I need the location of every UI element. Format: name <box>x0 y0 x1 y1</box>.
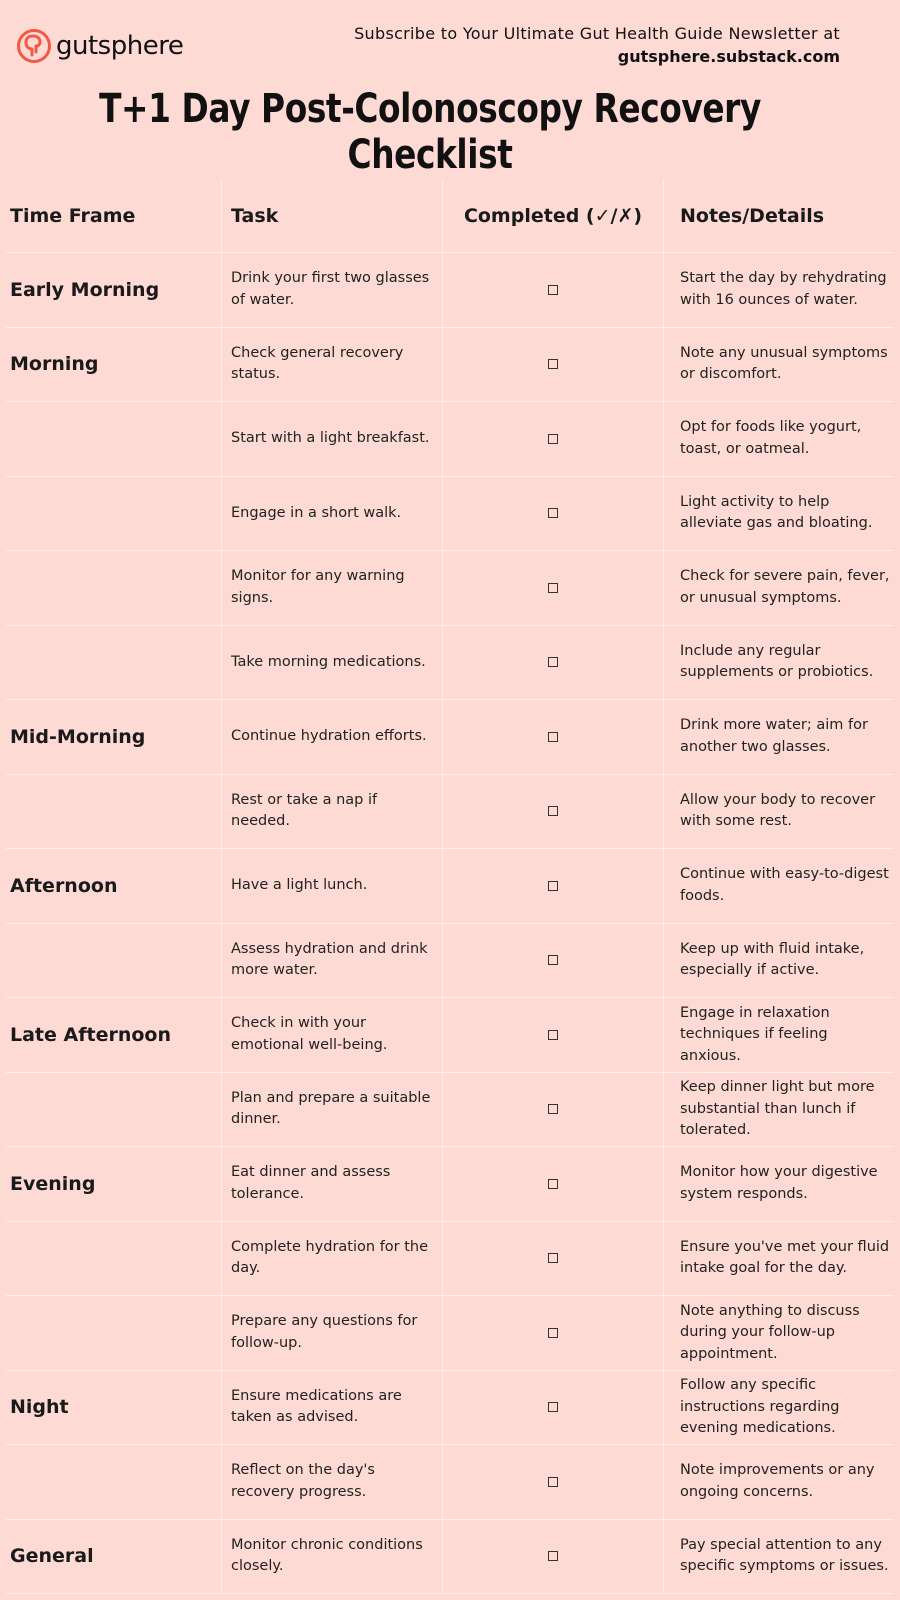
completed-checkbox[interactable] <box>548 657 558 667</box>
header-notes: Notes/Details <box>680 204 825 227</box>
time-frame-cell: Afternoon <box>6 849 222 923</box>
completed-cell <box>443 1520 664 1594</box>
time-frame-cell: Evening <box>6 1147 222 1221</box>
task-cell: Rest or take a nap if needed. <box>222 775 443 849</box>
notes-cell: Continue with easy-to-digest foods. <box>680 866 889 904</box>
table-row <box>6 1222 894 1297</box>
newsletter-link[interactable]: gutsphere.substack.com <box>617 47 840 66</box>
task-cell: Plan and prepare a suitable dinner. <box>222 1073 443 1147</box>
gutsphere-logo-icon <box>16 28 52 64</box>
completed-checkbox[interactable] <box>548 508 558 518</box>
brand-logo[interactable] <box>16 28 183 64</box>
time-frame-cell <box>6 1222 222 1296</box>
notes-cell: Monitor how your digestive system responds. <box>680 1164 878 1202</box>
notes-cell: Keep up with fluid intake, especially if active. <box>680 940 865 979</box>
table-row <box>6 1445 894 1520</box>
completed-checkbox[interactable] <box>548 881 558 891</box>
notes-cell: Include any regular supplements or probiotics. <box>680 642 874 681</box>
task-cell: Complete hydration for the day. <box>222 1222 443 1296</box>
table-row <box>6 1520 894 1595</box>
table-row <box>6 700 894 775</box>
table-row <box>6 328 894 403</box>
notes-cell: Follow any specific instructions regarding evening medications. <box>680 1377 840 1436</box>
notes-cell: Note any unusual symptoms or discomfort. <box>680 344 888 383</box>
completed-checkbox[interactable] <box>548 1030 558 1040</box>
notes-cell: Note anything to discuss during your follow-up appointment. <box>680 1302 860 1362</box>
task-cell: Ensure medications are taken as advised. <box>222 1371 443 1445</box>
task-cell: Assess hydration and drink more water. <box>222 924 443 998</box>
notes-cell: Pay special attention to any specific symptoms or issues. <box>680 1536 889 1575</box>
completed-cell <box>443 1445 664 1519</box>
page-title: T+1 Day Post-Colonoscopy Recovery Checklist <box>99 86 761 178</box>
table-row <box>6 1371 894 1446</box>
table-row <box>6 477 894 552</box>
task-cell: Prepare any questions for follow-up. <box>222 1296 443 1370</box>
completed-cell <box>443 849 664 923</box>
completed-checkbox[interactable] <box>548 732 558 742</box>
task-cell: Have a light lunch. <box>222 849 443 923</box>
time-frame-cell <box>6 551 222 625</box>
completed-checkbox[interactable] <box>548 285 558 295</box>
subscribe-text: Subscribe to Your Ultimate Gut Health Guide Newsletter at <box>354 24 840 43</box>
table-row <box>6 253 894 328</box>
completed-checkbox[interactable] <box>548 583 558 593</box>
completed-cell <box>443 924 664 998</box>
table-row <box>6 1073 894 1148</box>
time-frame-cell <box>6 402 222 476</box>
completed-checkbox[interactable] <box>548 806 558 816</box>
task-cell: Continue hydration efforts. <box>222 700 443 774</box>
task-cell: Take morning medications. <box>222 626 443 700</box>
checklist-table <box>6 179 894 1594</box>
time-frame-cell: Late Afternoon <box>6 998 222 1072</box>
completed-checkbox[interactable] <box>548 434 558 444</box>
header-completed: Completed (✓/✗) <box>443 179 664 252</box>
time-frame-cell <box>6 477 222 551</box>
time-frame-cell <box>6 1445 222 1519</box>
brand-name: gutsphere <box>56 31 184 61</box>
time-frame-cell: Night <box>6 1371 222 1445</box>
notes-cell: Start the day by rehydrating with 16 ounces of water. <box>680 270 887 308</box>
completed-checkbox[interactable] <box>548 1104 558 1114</box>
task-cell: Monitor for any warning signs. <box>222 551 443 625</box>
completed-cell <box>443 1147 664 1221</box>
completed-cell <box>443 626 664 700</box>
completed-cell <box>443 998 664 1072</box>
table-row <box>6 998 894 1073</box>
header-time-frame: Time Frame <box>6 179 222 252</box>
completed-checkbox[interactable] <box>548 359 558 369</box>
completed-cell <box>443 551 664 625</box>
page-header <box>0 0 900 178</box>
time-frame-cell: Mid-Morning <box>6 700 222 774</box>
table-row <box>6 924 894 999</box>
completed-checkbox[interactable] <box>548 1477 558 1487</box>
completed-cell <box>443 1296 664 1370</box>
completed-cell <box>443 402 664 476</box>
time-frame-cell <box>6 1073 222 1147</box>
task-cell: Monitor chronic conditions closely. <box>222 1520 443 1594</box>
time-frame-cell: Early Morning <box>6 253 222 327</box>
table-row <box>6 1296 894 1371</box>
time-frame-cell <box>6 775 222 849</box>
completed-cell <box>443 328 664 402</box>
subscribe-banner <box>354 22 840 68</box>
notes-cell: Check for severe pain, fever, or unusual symptoms. <box>680 568 890 606</box>
time-frame-cell: Morning <box>6 328 222 402</box>
task-cell: Check in with your emotional well-being. <box>222 998 443 1072</box>
completed-checkbox[interactable] <box>548 1402 558 1412</box>
header-task: Task <box>222 179 443 252</box>
table-row <box>6 626 894 701</box>
notes-cell: Ensure you've met your fluid intake goal for the day. <box>680 1238 890 1277</box>
table-header-row <box>6 179 894 253</box>
completed-cell <box>443 477 664 551</box>
task-cell: Eat dinner and assess tolerance. <box>222 1147 443 1221</box>
time-frame-cell: General <box>6 1520 222 1594</box>
notes-cell: Opt for foods like yogurt, toast, or oatmeal. <box>680 419 862 457</box>
task-cell: Drink your first two glasses of water. <box>222 253 443 327</box>
completed-cell <box>443 1371 664 1445</box>
completed-cell <box>443 700 664 774</box>
completed-checkbox[interactable] <box>548 1328 558 1338</box>
time-frame-cell <box>6 626 222 700</box>
task-cell: Check general recovery status. <box>222 328 443 402</box>
table-row <box>6 775 894 850</box>
table-row <box>6 1147 894 1222</box>
completed-cell <box>443 775 664 849</box>
notes-cell: Drink more water; aim for another two glasses. <box>680 717 868 755</box>
notes-cell: Note improvements or any ongoing concerns. <box>680 1462 875 1500</box>
completed-checkbox[interactable] <box>548 1551 558 1561</box>
time-frame-cell <box>6 924 222 998</box>
table-row <box>6 849 894 924</box>
notes-cell: Light activity to help alleviate gas and bloating. <box>680 493 873 532</box>
notes-cell: Keep dinner light but more substantial than lunch if tolerated. <box>680 1079 875 1138</box>
table-row <box>6 402 894 477</box>
completed-cell <box>443 1073 664 1147</box>
completed-cell <box>443 253 664 327</box>
completed-checkbox[interactable] <box>548 1179 558 1189</box>
notes-cell: Allow your body to recover with some rest. <box>680 791 876 830</box>
task-cell: Engage in a short walk. <box>222 477 443 551</box>
time-frame-cell <box>6 1296 222 1370</box>
completed-checkbox[interactable] <box>548 955 558 965</box>
task-cell: Reflect on the day's recovery progress. <box>222 1445 443 1519</box>
completed-cell <box>443 1222 664 1296</box>
table-row <box>6 551 894 626</box>
notes-cell: Engage in relaxation techniques if feeling anxious. <box>680 1004 830 1064</box>
completed-checkbox[interactable] <box>548 1253 558 1263</box>
task-cell: Start with a light breakfast. <box>222 402 443 476</box>
